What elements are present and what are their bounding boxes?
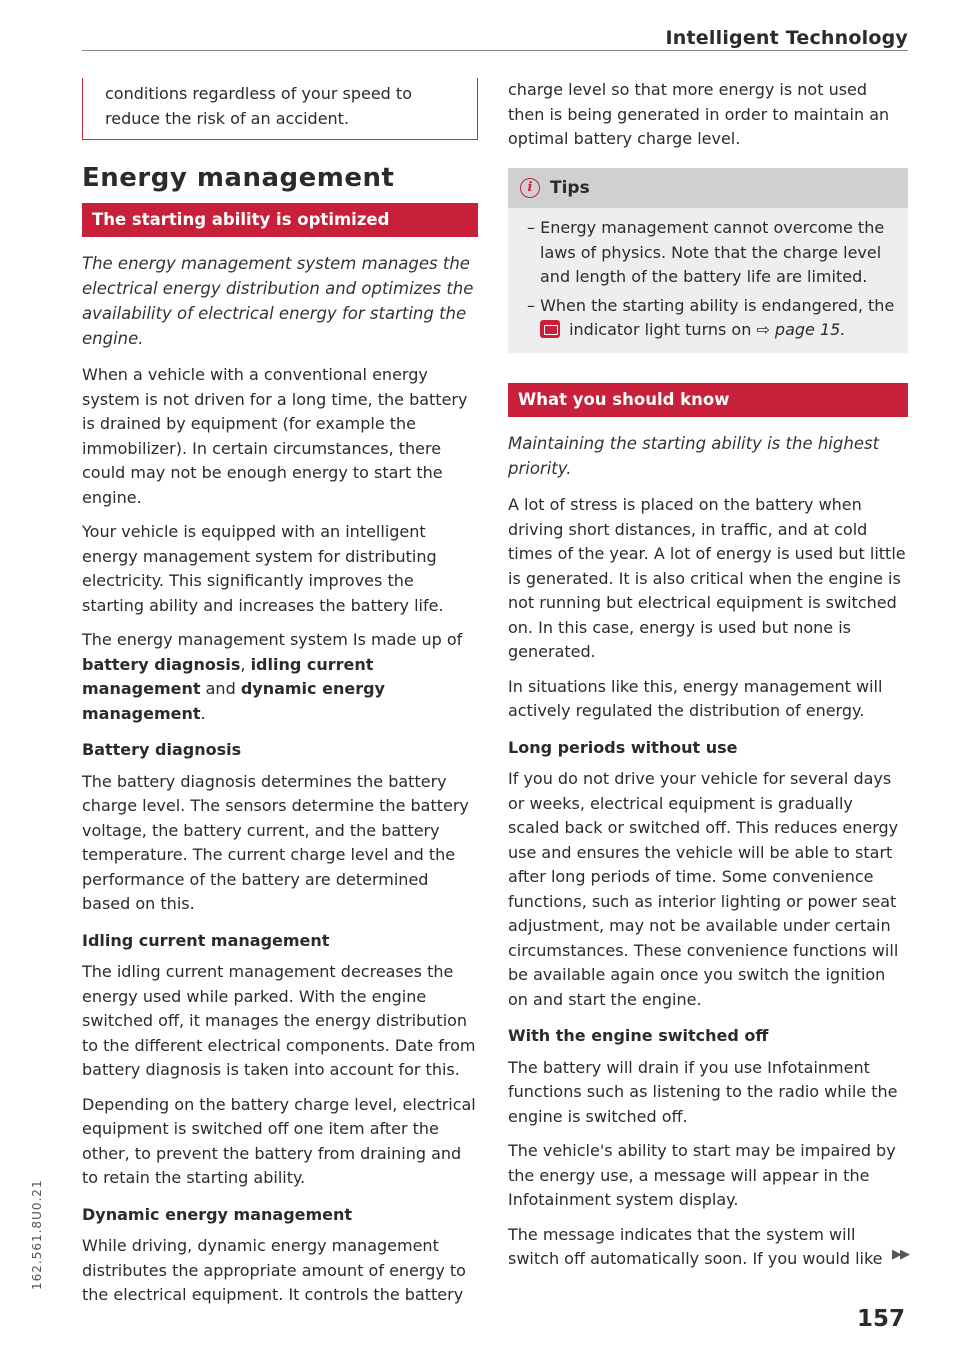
header-rule [82,50,908,51]
paragraph: If you do not drive your vehicle for several days or weeks, electrical equipment is gradually scaled back or switched off. This reduces energy use and ensures the vehicle will be able to start after long periods of time. Some convenience functions, such as interior lighting or power seat adjustment, may not be available under certain circumstances. These convenience functions will be available again once you switch the ignition on and start the engine. [508,769,899,1009]
paragraph-components: The energy management system Is made up of battery diagnosis, idling current management and dynamic energy management. [82,630,463,723]
paragraph-continued: charge level so that more energy is not used then is being generated in order to maintain an optimal battery charge level. [508,80,890,148]
tip-item: – Energy management cannot overcome the laws of physics. Note that the charge level and length of the battery life are limited. [527,218,885,286]
subsection-bar-what-to-know: What you should know [508,383,908,418]
warning-box-continuation [82,78,478,140]
paragraph: The idling current management decreases the energy used while parked. With the engine switched off, it manages the energy distribution to the different electrical components. Date from battery diagnosis is taken into account for this. [82,962,476,1079]
subsection-bar-starting-ability: The starting ability is optimized [82,203,478,238]
heading-battery-diagnosis: Battery diagnosis [82,740,242,759]
tips-label: Tips [550,177,590,198]
tips-body [508,208,908,353]
page-number: 157 [856,1306,905,1332]
intro-text: The energy management system manages the electrical energy distribution and optimizes the availability of electrical energy for starting the engine. [82,254,474,348]
paragraph: A lot of stress is placed on the battery when driving short distances, in traffic, and at cold times of the year. A lot of energy is used but little is generated. It is also critical when the engine is not running but electrical equipment is switched on. In this case, energy is used but none is generated. [508,495,906,661]
term-idling-current: idling current management [82,654,374,698]
paragraph: In situations like this, energy management will actively regulated the distribution of energy. [508,676,883,720]
continue-arrow-icon: ▶▶ [892,1247,908,1262]
tips-header [508,168,908,209]
paragraph: The battery will drain if you use Infotainment functions such as listening to the radio while the engine is switched off. [508,1057,898,1126]
paragraph: The vehicle's ability to start may be impaired by the energy use, a message will appear in the Infotainment system display. [508,1141,896,1209]
heading-long-periods: Long periods without use [508,737,738,757]
paragraph: The message indicates that the system will switch off automatically soon. If you would like [508,1224,883,1268]
section-title: Energy management [82,163,395,193]
term-dynamic-energy: dynamic energy management [82,679,385,723]
paragraph: The battery diagnosis determines the battery charge level. The sensors determine the battery voltage, the battery current, and the battery temperature. The current charge level and the performance of the battery are determined based on this. [82,771,469,913]
page-ref-arrow-icon: ⇨ [756,320,770,339]
battery-warning-icon [540,320,560,338]
left-column [82,78,478,1318]
heading-idling-current: Idling current management [82,930,330,950]
paragraph: When a vehicle with a conventional energy system is not driven for a long time, the battery is drained by equipment (for example the immobilizer). In certain circumstances, there could may not be enough energy to start the engine. [82,365,468,507]
paragraph: While driving, dynamic energy management distributes the appropriate amount of energy to the electrical equipment. It controls the battery [82,1236,466,1304]
warning-text: conditions regardless of your speed to reduce the risk of an accident. [105,84,412,128]
side-document-code: 162.561.8U0.21 [30,1179,44,1290]
paragraph: Your vehicle is equipped with an intelligent energy management system for distributing electricity. This significantly improves the starting ability and increases the battery life. [82,522,444,615]
running-header-title: Intelligent Technology [665,27,908,49]
heading-engine-off: With the engine switched off [508,1026,769,1045]
info-icon: i [520,178,540,198]
right-column [508,78,908,1282]
paragraph: Depending on the battery charge level, electrical equipment is switched off one item after the other, to prevent the battery from draining and to retain the starting ability. [82,1094,476,1187]
term-battery-diagnosis: battery diagnosis [82,654,241,674]
tip-item: – When the starting ability is endangered, the indicator light turns on ⇨ page 15. [527,295,895,339]
page-reference-link[interactable]: page 15. [769,320,846,339]
tips-box [508,168,908,353]
heading-dynamic-energy: Dynamic energy management [82,1204,353,1224]
intro-text: Maintaining the starting ability is the highest priority. [508,434,880,478]
